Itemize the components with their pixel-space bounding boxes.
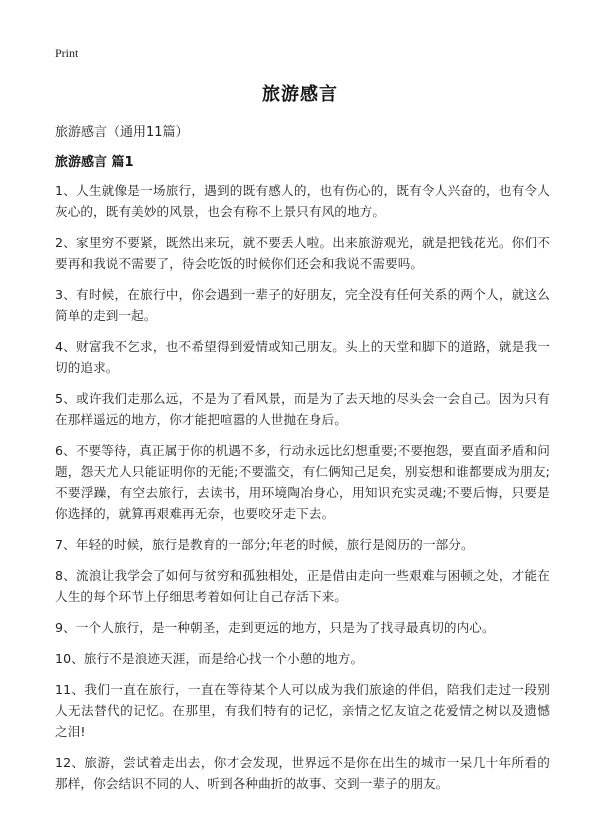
quote-item-4: 4、财富我不乞求，也不希望得到爱情或知己朋友。头上的天堂和脚下的道路，就是我一切的追求。 — [55, 339, 550, 375]
document-subtitle: 旅游感言（通用11篇） — [55, 125, 189, 140]
quote-item-8: 8、流浪让我学会了如何与贫穷和孤独相处，正是借由走向一些艰难与困顿之处，才能在人生的每个环节上仔细思考着如何让自己存活下来。 — [55, 568, 550, 604]
print-link[interactable]: Print — [55, 46, 79, 60]
section-heading: 旅游感言 篇1 — [55, 155, 134, 170]
quote-item-12: 12、旅游，尝试着走出去，你才会发现，世界远不是你在出生的城市一呆几十年所看的那样，你会结识不同的人、听到各种曲折的故事、交到一辈子的朋友。 — [55, 755, 550, 791]
quote-item-9: 9、一个人旅行，是一种朝圣，走到更远的地方，只是为了找寻最真切的内心。 — [55, 620, 495, 635]
quote-item-7: 7、年轻的时候，旅行是教育的一部分;年老的时候，旅行是阅历的一部分。 — [55, 537, 474, 552]
page-title: 旅游感言 — [262, 84, 338, 105]
quote-item-5: 5、或许我们走那么远，不是为了看风景，而是为了去天地的尽头会一会自己。因为只有在那样遥远的地方，你才能把喧嚣的人世抛在身后。 — [55, 391, 550, 427]
quote-item-1: 1、人生就像是一场旅行，遇到的既有感人的，也有伤心的，既有令人兴奋的，也有令人灰心的，既有美妙的风景，也会有称不上景只有风的地方。 — [55, 183, 550, 219]
quote-list — [55, 180, 550, 804]
quote-item-6: 6、不要等待，真正属于你的机遇不多，行动永远比幻想重要;不要抱怨，要直面矛盾和问题，怨天尤人只能证明你的无能;不要滥交，有仁俩知己足矣，别妄想和谁都要成为朋友;不要浮躁，有空去旅行，去读书，用环境陶冶身心，用知识充实灵魂;不要后悔，只要是你选择的，就算再艰难再无奈，也要咬牙走下去。 — [55, 443, 550, 521]
quote-item-2: 2、家里穷不要紧，既然出来玩，就不要丢人啦。出来旅游观光，就是把钱花光。你们不要再和我说不需要了，待会吃饭的时候你们还会和我说不需要吗。 — [55, 235, 550, 271]
quote-item-11: 11、我们一直在旅行，一直在等待某个人可以成为我们旅途的伴侣，陪我们走过一段别人无法替代的记忆。在那里，有我们特有的记忆，亲情之忆友谊之花爱情之树以及遗憾之泪! — [55, 682, 550, 739]
quote-item-10: 10、旅行不是浪迹天涯，而是给心找一个小憩的地方。 — [55, 651, 364, 666]
quote-item-3: 3、有时候，在旅行中，你会遇到一辈子的好朋友，完全没有任何关系的两个人，就这么简单的走到一起。 — [55, 287, 550, 323]
